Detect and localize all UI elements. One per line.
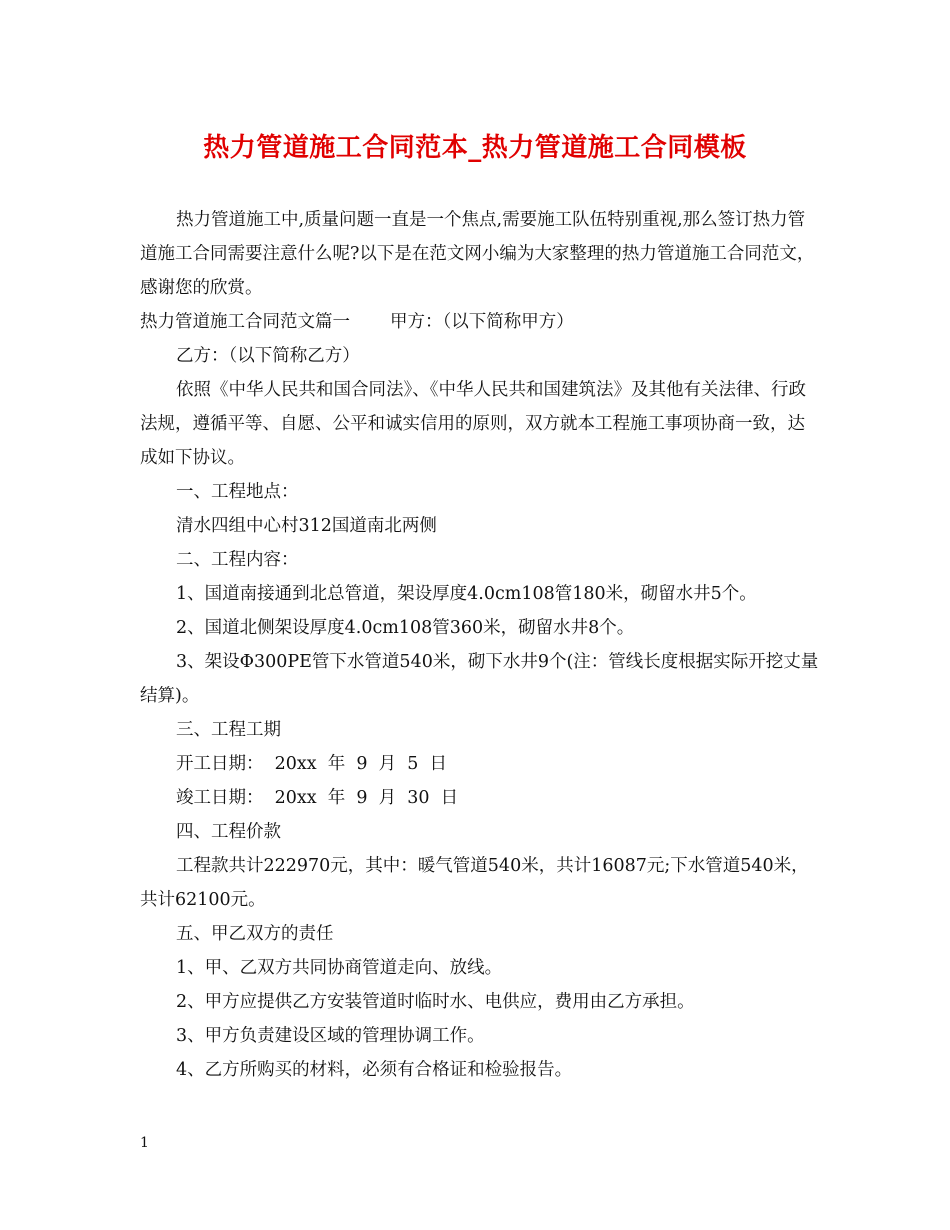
heading-duties: 五、甲乙双方的责任 — [176, 924, 334, 944]
heading-location: 一、工程地点： — [176, 482, 299, 502]
basis-paragraph: 依照《中华人民共和国合同法》、《中华人民共和国建筑法》及其他有关法律、行政法规，遵循平等、自愿、公平和诚实信用的原则，双方就本工程施工事项协商一致，达成如下协议。 — [140, 380, 806, 468]
content-item-2: 2、国道北侧架设厚度4.0cm108管360米，砌留水井8个。 — [176, 618, 635, 638]
content-item-3: 3、架设Φ300PE管下水管道540米，砌下水井9个(注：管线长度根据实际开挖丈量结算)。 — [140, 652, 819, 706]
content-item-1: 1、国道南接通到北总管道，架设厚度4.0cm108管180米，砌留水井5个。 — [176, 584, 757, 604]
document-title: 热力管道施工合同范本_热力管道施工合同模板 — [203, 133, 747, 163]
document-body — [140, 203, 820, 1087]
start-date: 开工日期： 20xx 年 9 月 5 日 — [176, 754, 448, 774]
price-paragraph: 工程款共计222970元，其中：暖气管道540米，共计16087元;下水管道540米，共计62100元。 — [140, 856, 809, 910]
end-date: 竣工日期： 20xx 年 9 月 30 日 — [176, 788, 459, 808]
duty-item-4: 4、乙方所购买的材料，必须有合格证和检验报告。 — [176, 1060, 573, 1080]
party-a-line: 甲方：（以下简称甲方） — [390, 312, 574, 332]
heading-schedule: 三、工程工期 — [176, 720, 281, 740]
location-text: 清水四组中心村312国道南北两侧 — [176, 516, 437, 536]
duty-item-1: 1、甲、乙双方共同协商管道走向、放线。 — [176, 958, 503, 978]
section-heading: 热力管道施工合同范文篇一 — [140, 312, 350, 332]
duty-item-2: 2、甲方应提供乙方安装管道时临时水、电供应，费用由乙方承担。 — [176, 992, 695, 1012]
section-heading-line — [140, 305, 820, 339]
duty-item-3: 3、甲方负责建设区域的管理协调工作。 — [176, 1026, 485, 1046]
intro-paragraph: 热力管道施工中,质量问题一直是一个焦点,需要施工队伍特别重视,那么签订热力管道施工合同需要注意什么呢?以下是在范文网小编为大家整理的热力管道施工合同范文，感谢您的欣赏。 — [140, 210, 815, 298]
page-number: 1 — [140, 1135, 149, 1151]
heading-content: 二、工程内容： — [176, 550, 299, 570]
party-b-line: 乙方：（以下简称乙方） — [176, 346, 360, 366]
heading-price: 四、工程价款 — [176, 822, 281, 842]
